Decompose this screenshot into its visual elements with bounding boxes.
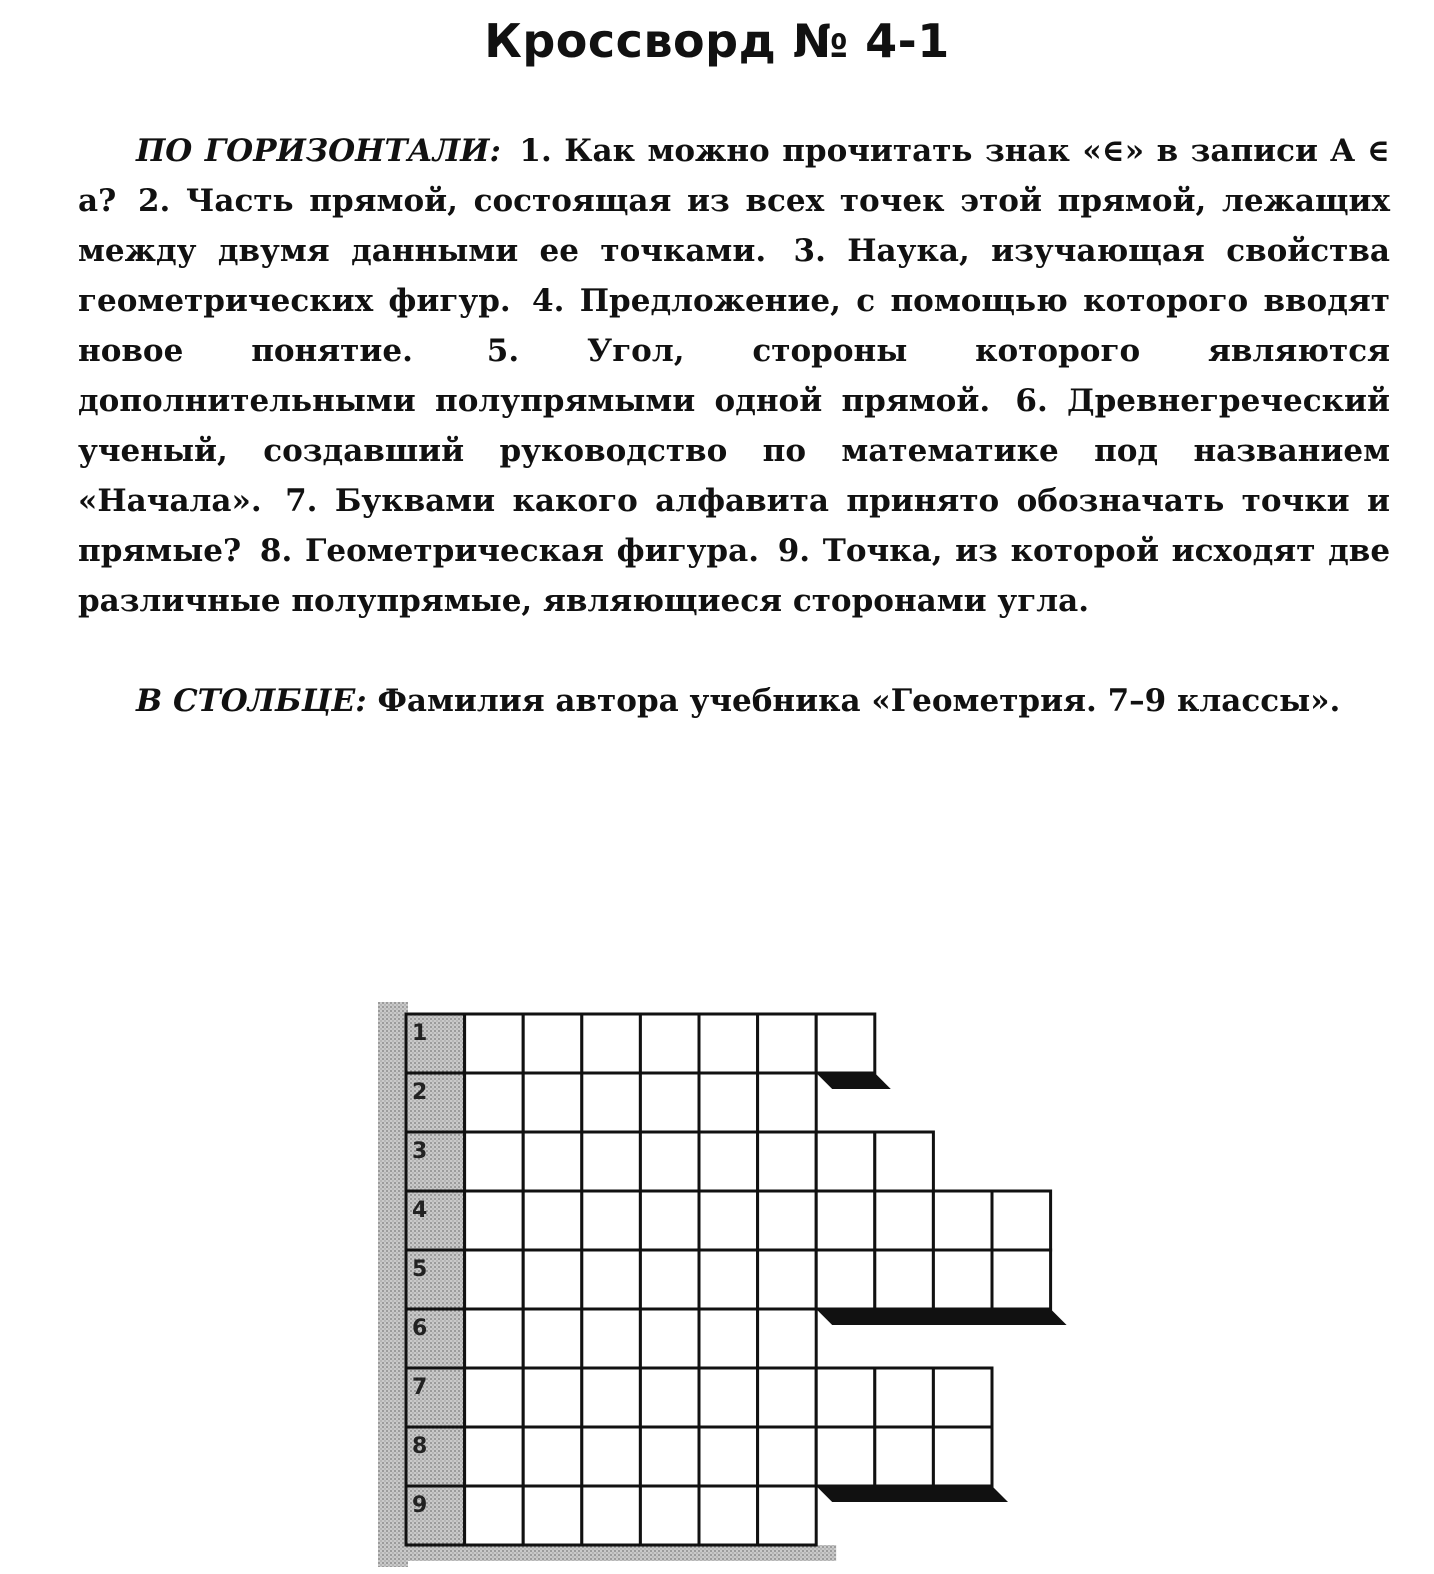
grid-cell (875, 1368, 934, 1427)
grid-cell (523, 1132, 582, 1191)
row-number-2: 2 (412, 1080, 428, 1105)
grid-cell (465, 1132, 524, 1191)
grid-cell (816, 1132, 875, 1191)
grid-cell (523, 1486, 582, 1545)
column-heading: В СТОЛБЦЕ: (136, 683, 367, 719)
grid-cell (816, 1427, 875, 1486)
clue-4: 4. Предложение, с помощью которого вводят новое понятие. (78, 283, 1390, 369)
grid-cell (640, 1073, 699, 1132)
row-number-3: 3 (412, 1139, 428, 1164)
grid-cell (523, 1427, 582, 1486)
grid-bottom-shading (378, 1545, 836, 1561)
grid-cell (758, 1132, 817, 1191)
clue-8: 8. Геометрическая фигура. (259, 533, 759, 569)
grid-cell (465, 1368, 524, 1427)
clue-7: 7. Буквами какого алфавита принято обозначать точки и прямые? (78, 483, 1391, 569)
grid-cell (523, 1309, 582, 1368)
clue-3: 3. Наука, изучающая свойства геометрических фигур. (78, 233, 1390, 319)
grid-cell (699, 1427, 758, 1486)
clue-5: 5. Угол, стороны которого являются дополнительными полупрямыми одной прямой. (78, 333, 1390, 419)
grid-cell (640, 1014, 699, 1073)
grid-cell (465, 1191, 524, 1250)
grid-step-shadow (816, 1073, 891, 1089)
grid-cell (465, 1014, 524, 1073)
horizontal-clues (78, 126, 1390, 626)
row-number-4: 4 (412, 1198, 428, 1223)
grid-cell (758, 1073, 817, 1132)
grid-cell (992, 1191, 1051, 1250)
grid-cell (582, 1073, 641, 1132)
grid-cell (582, 1014, 641, 1073)
grid-cell (875, 1250, 934, 1309)
grid-cell (933, 1427, 992, 1486)
grid-cell (465, 1427, 524, 1486)
grid-cell (465, 1309, 524, 1368)
grid-cell (699, 1309, 758, 1368)
grid-cell (582, 1368, 641, 1427)
grid-cell (582, 1191, 641, 1250)
grid-cell (699, 1132, 758, 1191)
grid-cell (758, 1250, 817, 1309)
grid-cell (699, 1014, 758, 1073)
grid-cell (582, 1309, 641, 1368)
grid-cell (699, 1191, 758, 1250)
horizontal-heading: ПО ГОРИЗОНТАЛИ: (136, 133, 501, 169)
grid-cell (699, 1250, 758, 1309)
grid-cell (640, 1486, 699, 1545)
column-clue (78, 676, 1390, 726)
grid-cell (875, 1191, 934, 1250)
grid-cell (465, 1486, 524, 1545)
grid-cell (699, 1073, 758, 1132)
clue-9: 9. Точка, из которой исходят две различные полупрямые, являющиеся сторонами угла. (78, 533, 1391, 619)
grid-cell (816, 1250, 875, 1309)
row-number-9: 9 (412, 1493, 428, 1518)
grid-cell (816, 1368, 875, 1427)
grid-cell (523, 1368, 582, 1427)
grid-cell (582, 1132, 641, 1191)
grid-cell (640, 1309, 699, 1368)
grid-cell (465, 1250, 524, 1309)
grid-cell (758, 1014, 817, 1073)
grid-step-shadow (816, 1309, 1066, 1325)
crossword-grid (378, 1002, 1078, 1574)
grid-cell (640, 1250, 699, 1309)
clue-1: 1. Как можно прочитать знак «∈» в записи A ∈ a? (78, 133, 1390, 219)
grid-cell (523, 1250, 582, 1309)
column-clue-text: Фамилия автора учебника «Геометрия. 7–9 классы». (377, 683, 1341, 719)
row-number-6: 6 (412, 1316, 428, 1341)
grid-step-shadow (816, 1486, 1008, 1502)
grid-cell (699, 1368, 758, 1427)
grid-cell (640, 1427, 699, 1486)
grid-cell (523, 1191, 582, 1250)
clue-2: 2. Часть прямой, состоящая из всех точек этой прямой, лежащих между двумя данными ее точками. (78, 183, 1390, 269)
grid-cell (758, 1368, 817, 1427)
grid-cell (816, 1014, 875, 1073)
grid-cell (816, 1191, 875, 1250)
grid-cell (582, 1486, 641, 1545)
grid-cell (582, 1250, 641, 1309)
row-number-7: 7 (412, 1375, 428, 1400)
grid-cell (933, 1368, 992, 1427)
page-title: Кроссворд № 4-1 (484, 14, 950, 68)
row-number-8: 8 (412, 1434, 428, 1459)
grid-cell (465, 1073, 524, 1132)
grid-left-shading (378, 1002, 408, 1567)
grid-cell (640, 1368, 699, 1427)
row-number-5: 5 (412, 1257, 428, 1282)
grid-cell (640, 1191, 699, 1250)
grid-cell (523, 1014, 582, 1073)
grid-cell (523, 1073, 582, 1132)
grid-cell (875, 1427, 934, 1486)
grid-cell (582, 1427, 641, 1486)
grid-cell (992, 1250, 1051, 1309)
clue-6: 6. Древнегреческий ученый, создавший руководство по математике под названием «Начала». (78, 383, 1390, 519)
grid-cell (758, 1309, 817, 1368)
grid-cell (758, 1486, 817, 1545)
crossword-grid-svg (378, 1002, 1078, 1574)
grid-cell (699, 1486, 758, 1545)
grid-cell (758, 1191, 817, 1250)
grid-cell (875, 1132, 934, 1191)
row-number-1: 1 (412, 1021, 428, 1046)
grid-cell (933, 1191, 992, 1250)
grid-cell (758, 1427, 817, 1486)
grid-cell (933, 1250, 992, 1309)
grid-cell (640, 1132, 699, 1191)
